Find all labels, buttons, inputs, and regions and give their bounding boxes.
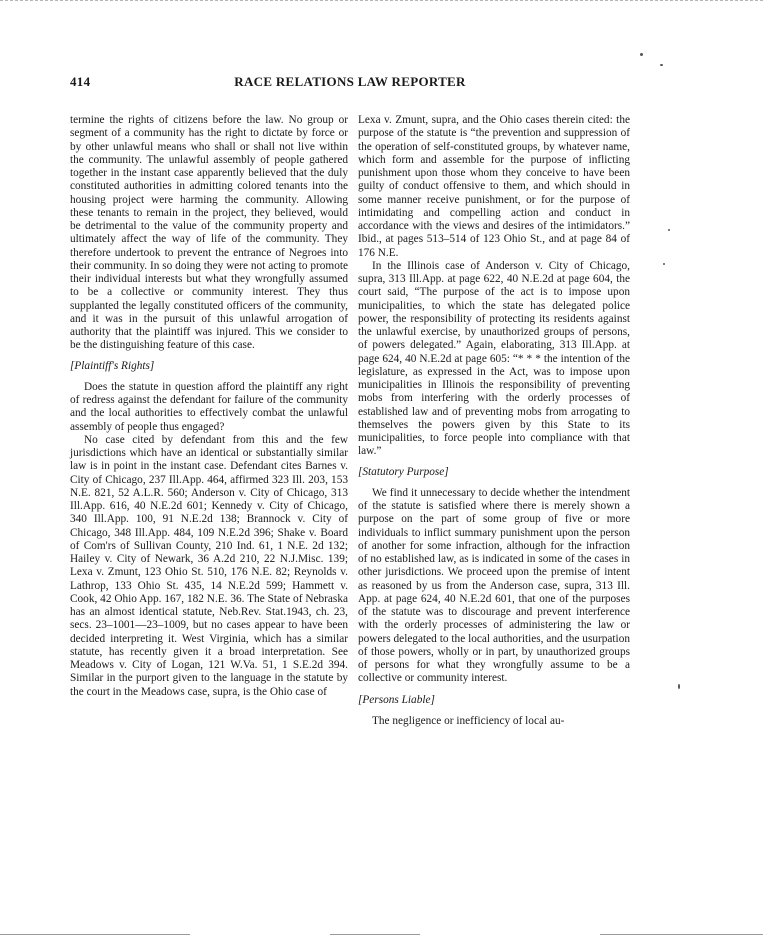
- left-column: [70, 114, 348, 699]
- scan-speck: [668, 229, 670, 231]
- scan-speck: [678, 684, 680, 689]
- bottom-rule: [0, 934, 190, 935]
- paragraph: Lexa v. Zmunt, supra, and the Ohio cases therein cited: the purpose of the statute is “the prevention and suppression of the operation of self-constituted groups, by whatever name, which form and assemble for the purpose of inflicting punishment upon those whom they conceive to have been guilty of conduct offensive to them, and which should in some manner receive punishment, or for the purpose of intimidating and compelling action and conduct in accordance with the views and desires of the intimidators.” Ibid., at pages 513–514 of 123 Ohio St., and at page 84 of 176 N.E.: [358, 114, 630, 259]
- right-column: [358, 114, 630, 728]
- scan-speck: [663, 263, 665, 265]
- page-header: [70, 74, 630, 90]
- paragraph: termine the rights of citizens before the law. No group or segment of a community has the right to dictate by force or by other unlawful means who shall or shall not live within the community. The unlawful assembly of people gathered together in the instant case apparently believed that the duly constituted authorities in admitting colored tenants into the housing project were harming the community. Allowing these tenants to remain in the project, they believed, would be detrimental to the value of the community property and ultimately affect the way of life of the community. They therefore undertook to prevent the entrance of Negroes into their community. In so doing they were not acting to promote their individual interests but what they wrongfully assumed to be a collective or community interest. They thus supplanted the legally constituted officers of the community, and it was in the pursuit of this unlawful arrogation of authority that the plaintiff was injured. This we consider to be the distinguishing feature of this case.: [70, 114, 348, 352]
- top-dotted-edge: [0, 0, 763, 4]
- section-heading: [Statutory Purpose]: [358, 465, 449, 478]
- section-heading: [Plaintiff's Rights]: [70, 359, 155, 372]
- paragraph: We find it unnecessary to decide whether the intendment of the statute is satisfied where there is merely shown a purpose on the part of some group of five or more individuals to inflict summary punishment upon the person of another for some infraction, although for the infraction of no established law, as is indicated in some of the cases in other jurisdictions. We proceed upon the premise of intent as reasoned by us from the Anderson case, supra, 313 Ill. App. at page 624, 40 N.E.2d 601, that one of the purposes of the statute was to discourage and prevent interference with the orderly processes of administering the law or powers delegated to the local authorities, and the usurpation of those powers, wholly or in part, by unauthorized groups of persons for what they wrongfully assume to be a collective or community interest.: [358, 486, 630, 685]
- running-head: RACE RELATIONS LAW REPORTER: [234, 74, 466, 89]
- bottom-rule: [330, 934, 420, 935]
- section-heading: [Persons Liable]: [358, 693, 435, 706]
- paragraph: In the Illinois case of Anderson v. City of Chicago, supra, 313 Ill.App. at page 622, 40 N.E.2d at page 604, the court said, “The purpose of the act is to impose upon municipalities, to which the state has delegated police power, the responsibility of protecting its residents against the unlawful exercise, by unauthorized groups of persons, of powers delegated.” Again, elaborating, 313 Ill.App. at page 624, 40 N.E.2d at page 605: “* * * the intention of the legislature, as expressed in the Act, was to impose upon municipalities in Illinois the responsibility of preventing mobs from interfering with the orderly processes of established law and of preventing mobs from arrogating to themselves the powers given by this State to its municipalities, to force people into compliance with that law.”: [358, 259, 630, 458]
- scan-speck: [640, 53, 643, 56]
- scan-speck: [660, 64, 663, 66]
- bottom-rule: [600, 934, 763, 935]
- page-number: 414: [70, 74, 91, 89]
- paragraph: Does the statute in question afford the plaintiff any right of redress against the defendant for failure of the community and the local authorities to effectively combat the unlawful assembly of people thus engaged?: [70, 380, 348, 433]
- paragraph: No case cited by defendant from this and the few jurisdictions which have an identical or substantially similar law is in point in the instant case. Defendant cites Barnes v. City of Chicago, 237 Ill.App. 464, affirmed 323 Ill. 203, 153 N.E. 821, 52 A.L.R. 560; Anderson v. City of Chicago, 313 Ill.App. 616, 40 N.E.2d 601; Kennedy v. City of Chicago, 340 Ill.App. 100, 91 N.E.2d 138; Brannock v. City of Chicago, 348 Ill.App. 484, 109 N.E.2d 396; Shake v. Board of Com'rs of Sullivan County, 210 Ind. 61, 1 N.E. 2d 132; Hailey v. City of Newark, 36 A.2d 210, 22 N.J.Misc. 139; Lexa v. Zmunt, 123 Ohio St. 510, 176 N.E. 82; Reynolds v. Lathrop, 133 Ohio St. 435, 14 N.E.2d 599; Hammett v. Cook, 42 Ohio App. 167, 182 N.E. 36. The State of Nebraska has an almost identical statute, Neb.Rev. Stat.1943, ch. 23, secs. 23–1001—23–1009, but no cases appear to have been decided interpreting it. West Virginia, which has a similar statute, has recently given it a broad interpretation. See Meadows v. City of Logan, 121 W.Va. 51, 1 S.E.2d 394. Similar in the purport given to the language in the statute by the court in the Meadows case, supra, is the Ohio case of: [70, 433, 348, 698]
- paragraph: The negligence or inefficiency of local au-: [372, 714, 565, 727]
